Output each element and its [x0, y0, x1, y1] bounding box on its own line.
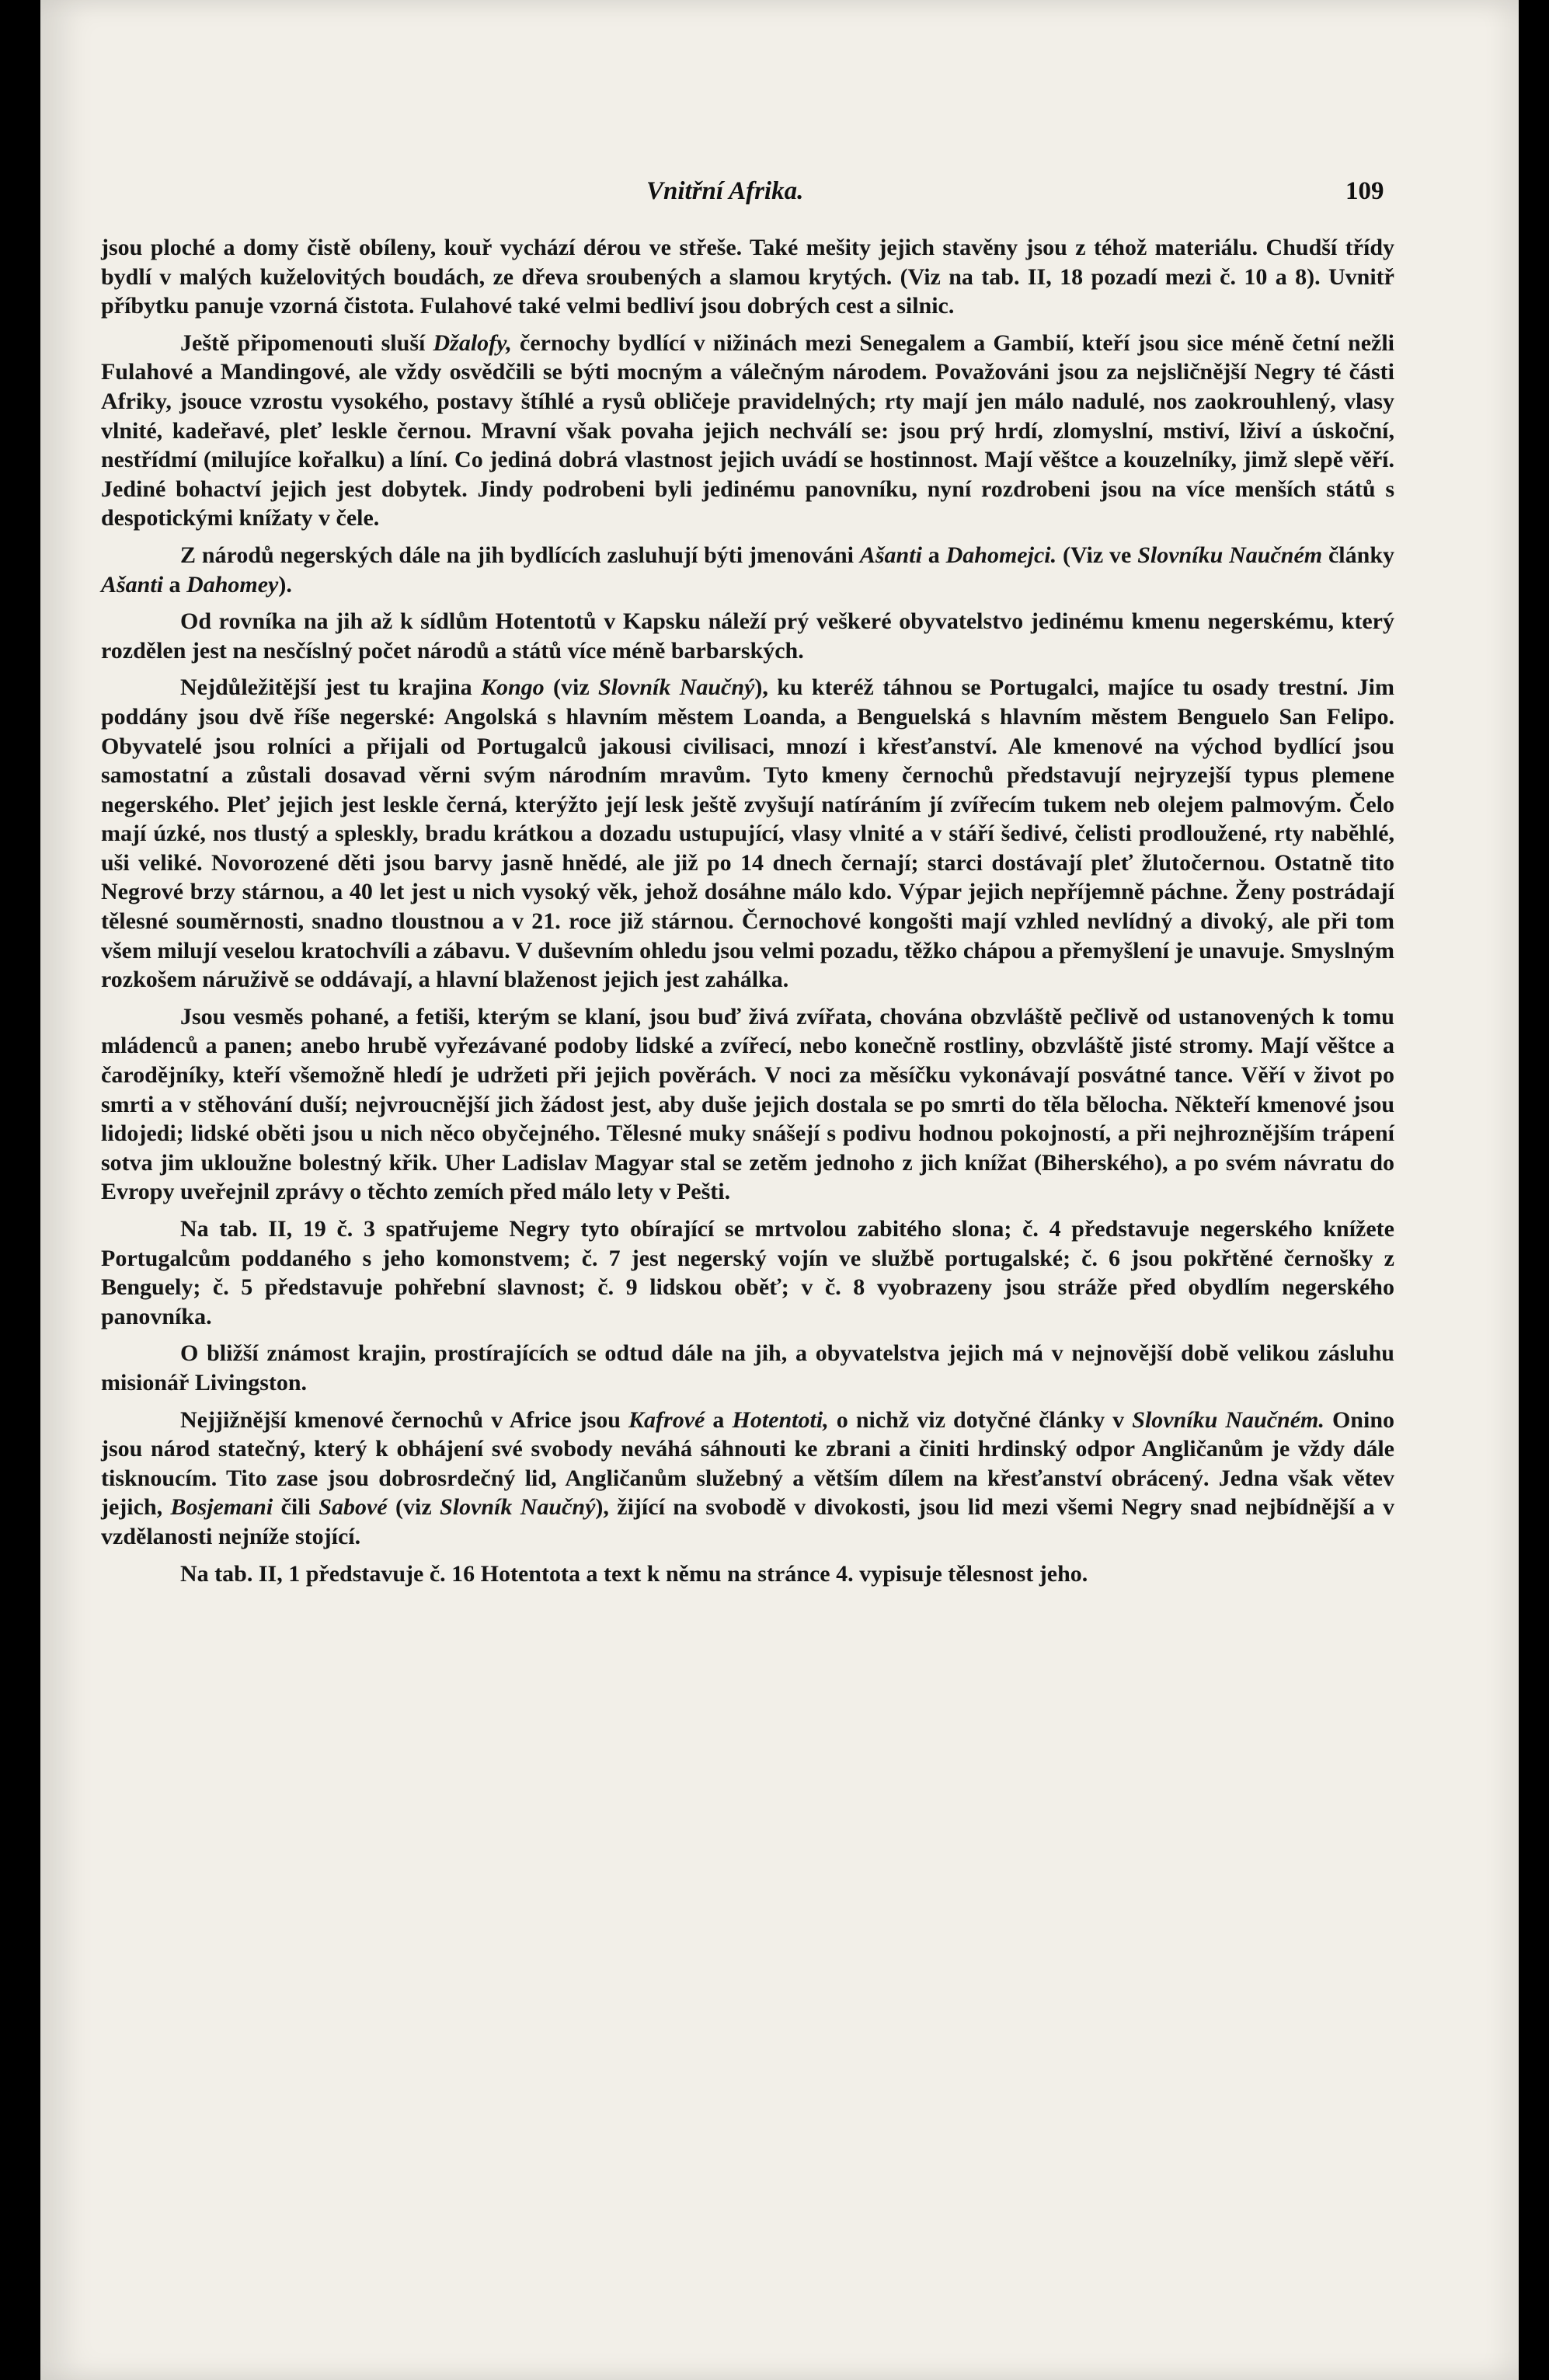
text-run: Kafrové [628, 1406, 705, 1433]
text-run: Nejdůležitější jest tu krajina [180, 674, 481, 701]
text-run: Džalofy, [433, 329, 512, 356]
paragraph [101, 233, 1394, 321]
text-run: (viz [544, 674, 599, 701]
text-run: Dahomejci. [945, 542, 1057, 568]
text-run: čili [273, 1494, 319, 1521]
text-run: Ašanti [859, 542, 922, 568]
text-run: Bosjemani [170, 1494, 273, 1521]
text-run: ), žijící na svobodě v divokosti, jsou lid mezi všemi Negry snad nejbídnější a v vzdělanosti nejníže stojící. [101, 1494, 1395, 1549]
text-run: Na tab. II, 19 č. 3 spatřujeme Negry tyto obírající se mrtvolou zabitého slona; č. 4 představuje negerského knížete Portugalcům poddaného s jeho komonstvem; č. 7 jest negerský vojín ve službě portugalské; č. 6 jsou pokřtěné černošky z Benguely; č. 5 představuje pohřební slavnost; č. 9 lidskou oběť; v č. 8 vyobrazeny jsou stráže před obydlím negerského panovníka. [101, 1216, 1394, 1329]
text-run: Od rovníka na jih až k sídlům Hotentotů v Kapsku náleží prý veškeré obyvatelstvo jedinému kmenu negerskému, který rozdělen jest na nesčíslný počet národů a států více méně barbarských. [101, 608, 1394, 664]
paragraph [101, 541, 1394, 599]
text-run: černochy bydlící v nižinách mezi Senegalem a Gambií, kteří jsou sice méně četní nežli Fulahové a Mandingové, ale vždy osvědčili se býti mocným a válečným národem. Považováni jsou za nejsličnější Negry té části Afriky, jsouce vzrostu vysokého, postavy štíhlé a rysů obličeje pravidelných; rty mají jen málo nadulé, nos zaokrouhlený, vlasy vlnité, kadeřavé, pleť leskle černou. Mravní však povaha jejich nechválí se: jsou prý hrdí, zlomyslní, mstiví, lživí a úskoční, nestřídmí (milujíce kořalku) a líní. Co jediná dobrá vlastnost jejich uvádí se hostinnost. Mají věštce a kouzelníky, jimž slepě věří. Jediné bohactví jejich jest dobytek. Jindy podrobeni byli jedinému panovníku, nyní rozdrobeni jsou na více menších států s despotickými knížaty v čele. [101, 329, 1394, 531]
paragraph [101, 1406, 1394, 1552]
text-run: Dahomey [186, 571, 279, 598]
text-run: Ještě připomenouti sluší [180, 329, 433, 356]
page-header [40, 177, 1519, 208]
paragraph [101, 1214, 1394, 1331]
text-run: O bližší známost krajin, prostírajících se odtud dále na jih, a obyvatelstva jejich má v nejnovější době velikou zásluhu misionář Livingston. [101, 1340, 1394, 1396]
text-run: jsou ploché a domy čistě obíleny, kouř vychází dérou ve střeše. Také mešity jejich stavěny jsou z téhož materiálu. Chudší třídy bydlí v malých kuželovitých boudách, ze dřeva sroubených a slamou krytých. (Viz na tab. II, 18 pozadí mezi č. 10 a 8). Uvnitř příbytku panuje vzorná čistota. Fulahové také velmi bedliví jsou dobrých cest a silnic. [101, 235, 1394, 319]
text-run: Hotentoti, [732, 1406, 829, 1433]
text-run: Nejjižnější kmenové černochů v Africe jsou [180, 1406, 629, 1433]
paragraph [101, 673, 1394, 995]
text-run: Kongo [480, 674, 545, 701]
body-text [101, 233, 1394, 1596]
paragraph [101, 607, 1394, 665]
text-run: Ašanti [101, 571, 164, 598]
text-run: Slovník Naučný [598, 674, 755, 701]
text-run: a [705, 1406, 733, 1433]
paragraph [101, 329, 1394, 533]
text-run: (Viz ve [1056, 542, 1138, 568]
text-run: ). [278, 571, 292, 598]
text-run: Z národů negerských dále na jih bydlících zasluhují býti jmenováni [180, 542, 860, 568]
text-run: články [1322, 542, 1395, 568]
text-run: Slovníku Naučném [1137, 542, 1323, 568]
text-run: Jsou vesměs pohané, a fetiši, kterým se klaní, jsou buď živá zvířata, chována obzvláště pečlivě od ustanovených k tomu mládenců a panen; anebo hrubě vyřezávané podoby lidské a zvířecí, nebo konečně rostliny, obzvláště jisté stromy. Mají věštce a čarodějníky, kteří všemožně hledí je udržeti při jejich pověrách. V noci za měsíčku vykonávají posvátné tance. Věří v život po smrti a v stěhování duší; nejvroucnější jich žádost jest, aby duše jejich dostala se po smrti do těla bělocha. Někteří kmenové jsou lidojedi; lidské oběti jsou u nich něco obyčejného. Tělesné muky snášejí s podivu hodnou pokojností, a při nejhroznějším trápení sotva jim ukloužne bolestný křik. Uher Ladislav Magyar stal se zetěm jednoho z jich knížat (Biherského), a po svém návratu do Evropy uveřejnil zprávy o těchto zemích před málo lety v Pešti. [101, 1003, 1394, 1205]
text-run: Onino jsou národ statečný, který k obhájení své svobody neváhá sáhnouti ke zbrani a činiti hrdinský odpor Angličanům je vždy dále tisknoucím. Tito zase jsou dobrosrdečný lid, Angličanům služebný a větším dílem na křesťanství obrácený. Jedna však větev jejich, [101, 1406, 1395, 1521]
page-number: 109 [1345, 177, 1384, 205]
text-run: Na tab. II, 1 představuje č. 16 Hotentota a text k němu na stránce 4. vypisuje tělesnost jeho. [180, 1560, 1088, 1587]
text-run: a [921, 542, 946, 568]
text-run: (viz [387, 1494, 440, 1521]
book-page [40, 0, 1519, 2380]
running-title: Vnitřní Afrika. [646, 177, 804, 205]
text-run: a [163, 571, 187, 598]
paragraph [101, 1559, 1394, 1589]
text-run: ), ku kteréž táhnou se Portugalci, majíce tu osady trestní. Jim poddány jsou dvě říše negerské: Angolská s hlavním městem Loanda, a Benguelská s hlavním městem Benguelo San Felipo. Obyvatelé jsou rolníci a přijali od Portugalců jakousi civilisaci, mnozí i křesťanství. Ale kmenové na východ bydlící jsou samostatní a zůstali dosavad věrni svým národním mravům. Tyto kmeny černochů představují nejryzejší typus plemene negerského. Pleť jejich jest leskle černá, kterýžto její lesk ještě zvyšují natíráním jí zvířecím tukem neb olejem palmovým. Čelo mají úzké, nos tlustý a spleskly, bradu krátkou a dozadu ustupující, vlasy vlnité a v stáří šedivé, čelisti prodloužené, rty naběhlé, uši veliké. Novorozené děti jsou barvy jasně hnědé, ale již po 14 dnech černají; starci dostávají pleť žlutočernou. Ostatně tito Negrové brzy stárnou, a 40 let jest u nich vysoký věk, jehož dosáhne málo kdo. Výpar jejich nepříjemně páchne. Ženy postrádají tělesné souměrnosti, snadno tloustnou a v 21. roce již stárnou. Černochové kongošti mají vzhled nevlídný a divoký, ale při tom všem milují veselou kratochvíli a zábavu. V duševním ohledu jsou velmi pozadu, těžko chápou a přemyšlení je unavuje. Smyslným rozkošem náruživě se oddávají, a hlavní blaženost jejich jest zahálka. [101, 674, 1395, 993]
paragraph [101, 1002, 1394, 1207]
paragraph [101, 1339, 1394, 1397]
text-run: Slovníku Naučném. [1132, 1406, 1324, 1433]
text-run: Sabové [319, 1494, 388, 1521]
text-run: o nichž viz dotyčné články v [828, 1406, 1133, 1433]
text-run: Slovník Naučný [440, 1494, 596, 1521]
